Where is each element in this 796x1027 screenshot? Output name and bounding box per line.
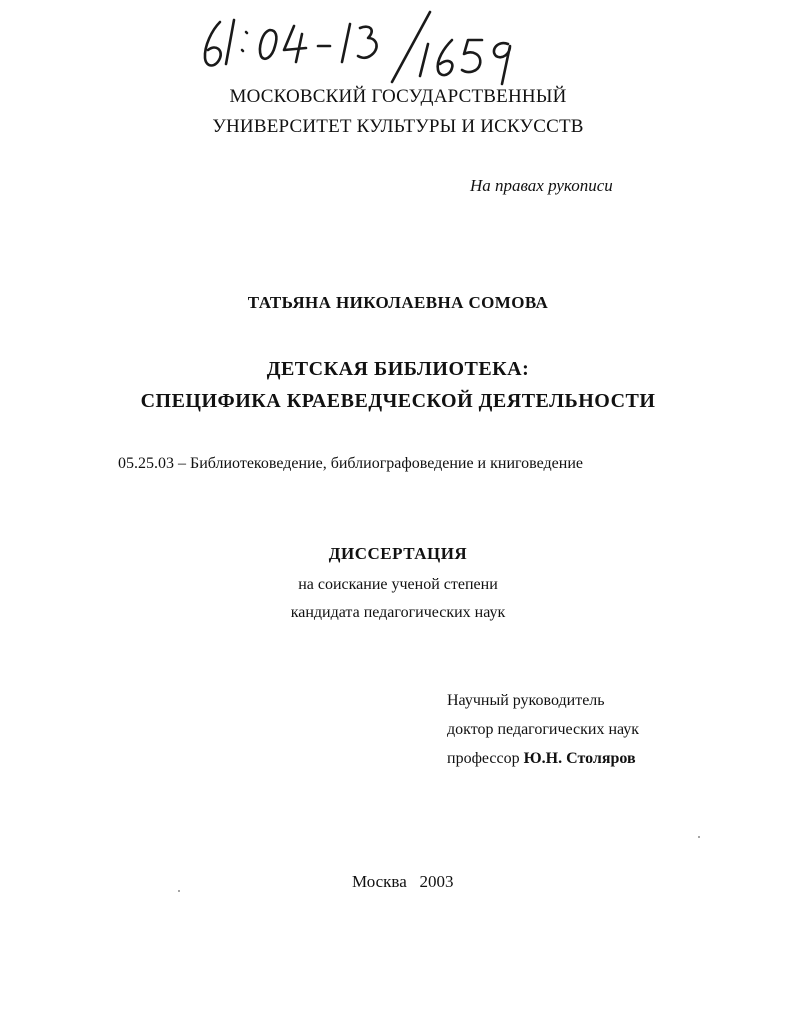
dissertation-title-line2: СПЕЦИФИКА КРАЕВЕДЧЕСКОЙ ДЕЯТЕЛЬНОСТИ xyxy=(140,390,656,412)
city: Москва xyxy=(352,872,407,891)
year: 2003 xyxy=(419,872,454,891)
handwritten-catalog-number xyxy=(190,0,530,92)
university-name-line2: УНИВЕРСИТЕТ КУЛЬТУРЫ И ИСКУССТВ xyxy=(212,116,584,137)
advisor-role: Научный руководитель xyxy=(447,692,605,709)
place-year xyxy=(352,872,454,892)
dissertation-title-line1: ДЕТСКАЯ БИБЛИОТЕКА: xyxy=(266,358,530,380)
advisor-title: профессор xyxy=(447,750,520,767)
document-type: ДИССЕРТАЦИЯ xyxy=(328,544,468,563)
advisor-name: Ю.Н. Столяров xyxy=(523,750,636,767)
degree-line2: кандидата педагогических наук xyxy=(290,604,506,621)
specialty-code: 05.25.03 – Библиотековедение, библиографоведение и книговедение xyxy=(118,455,583,472)
advisor-degree: доктор педагогических наук xyxy=(447,721,640,738)
scan-speck xyxy=(698,836,700,838)
degree-line1: на соискание ученой степени xyxy=(298,576,498,593)
author-name: ТАТЬЯНА НИКОЛАЕВНА СОМОВА xyxy=(247,293,549,312)
manuscript-rights-note: На правах рукописи xyxy=(470,176,613,195)
university-name-line1: МОСКОВСКИЙ ГОСУДАРСТВЕННЫЙ xyxy=(229,86,567,107)
scan-speck xyxy=(178,890,180,892)
advisor-line xyxy=(447,750,636,768)
handwritten-catalog-number-drawing xyxy=(190,0,530,92)
